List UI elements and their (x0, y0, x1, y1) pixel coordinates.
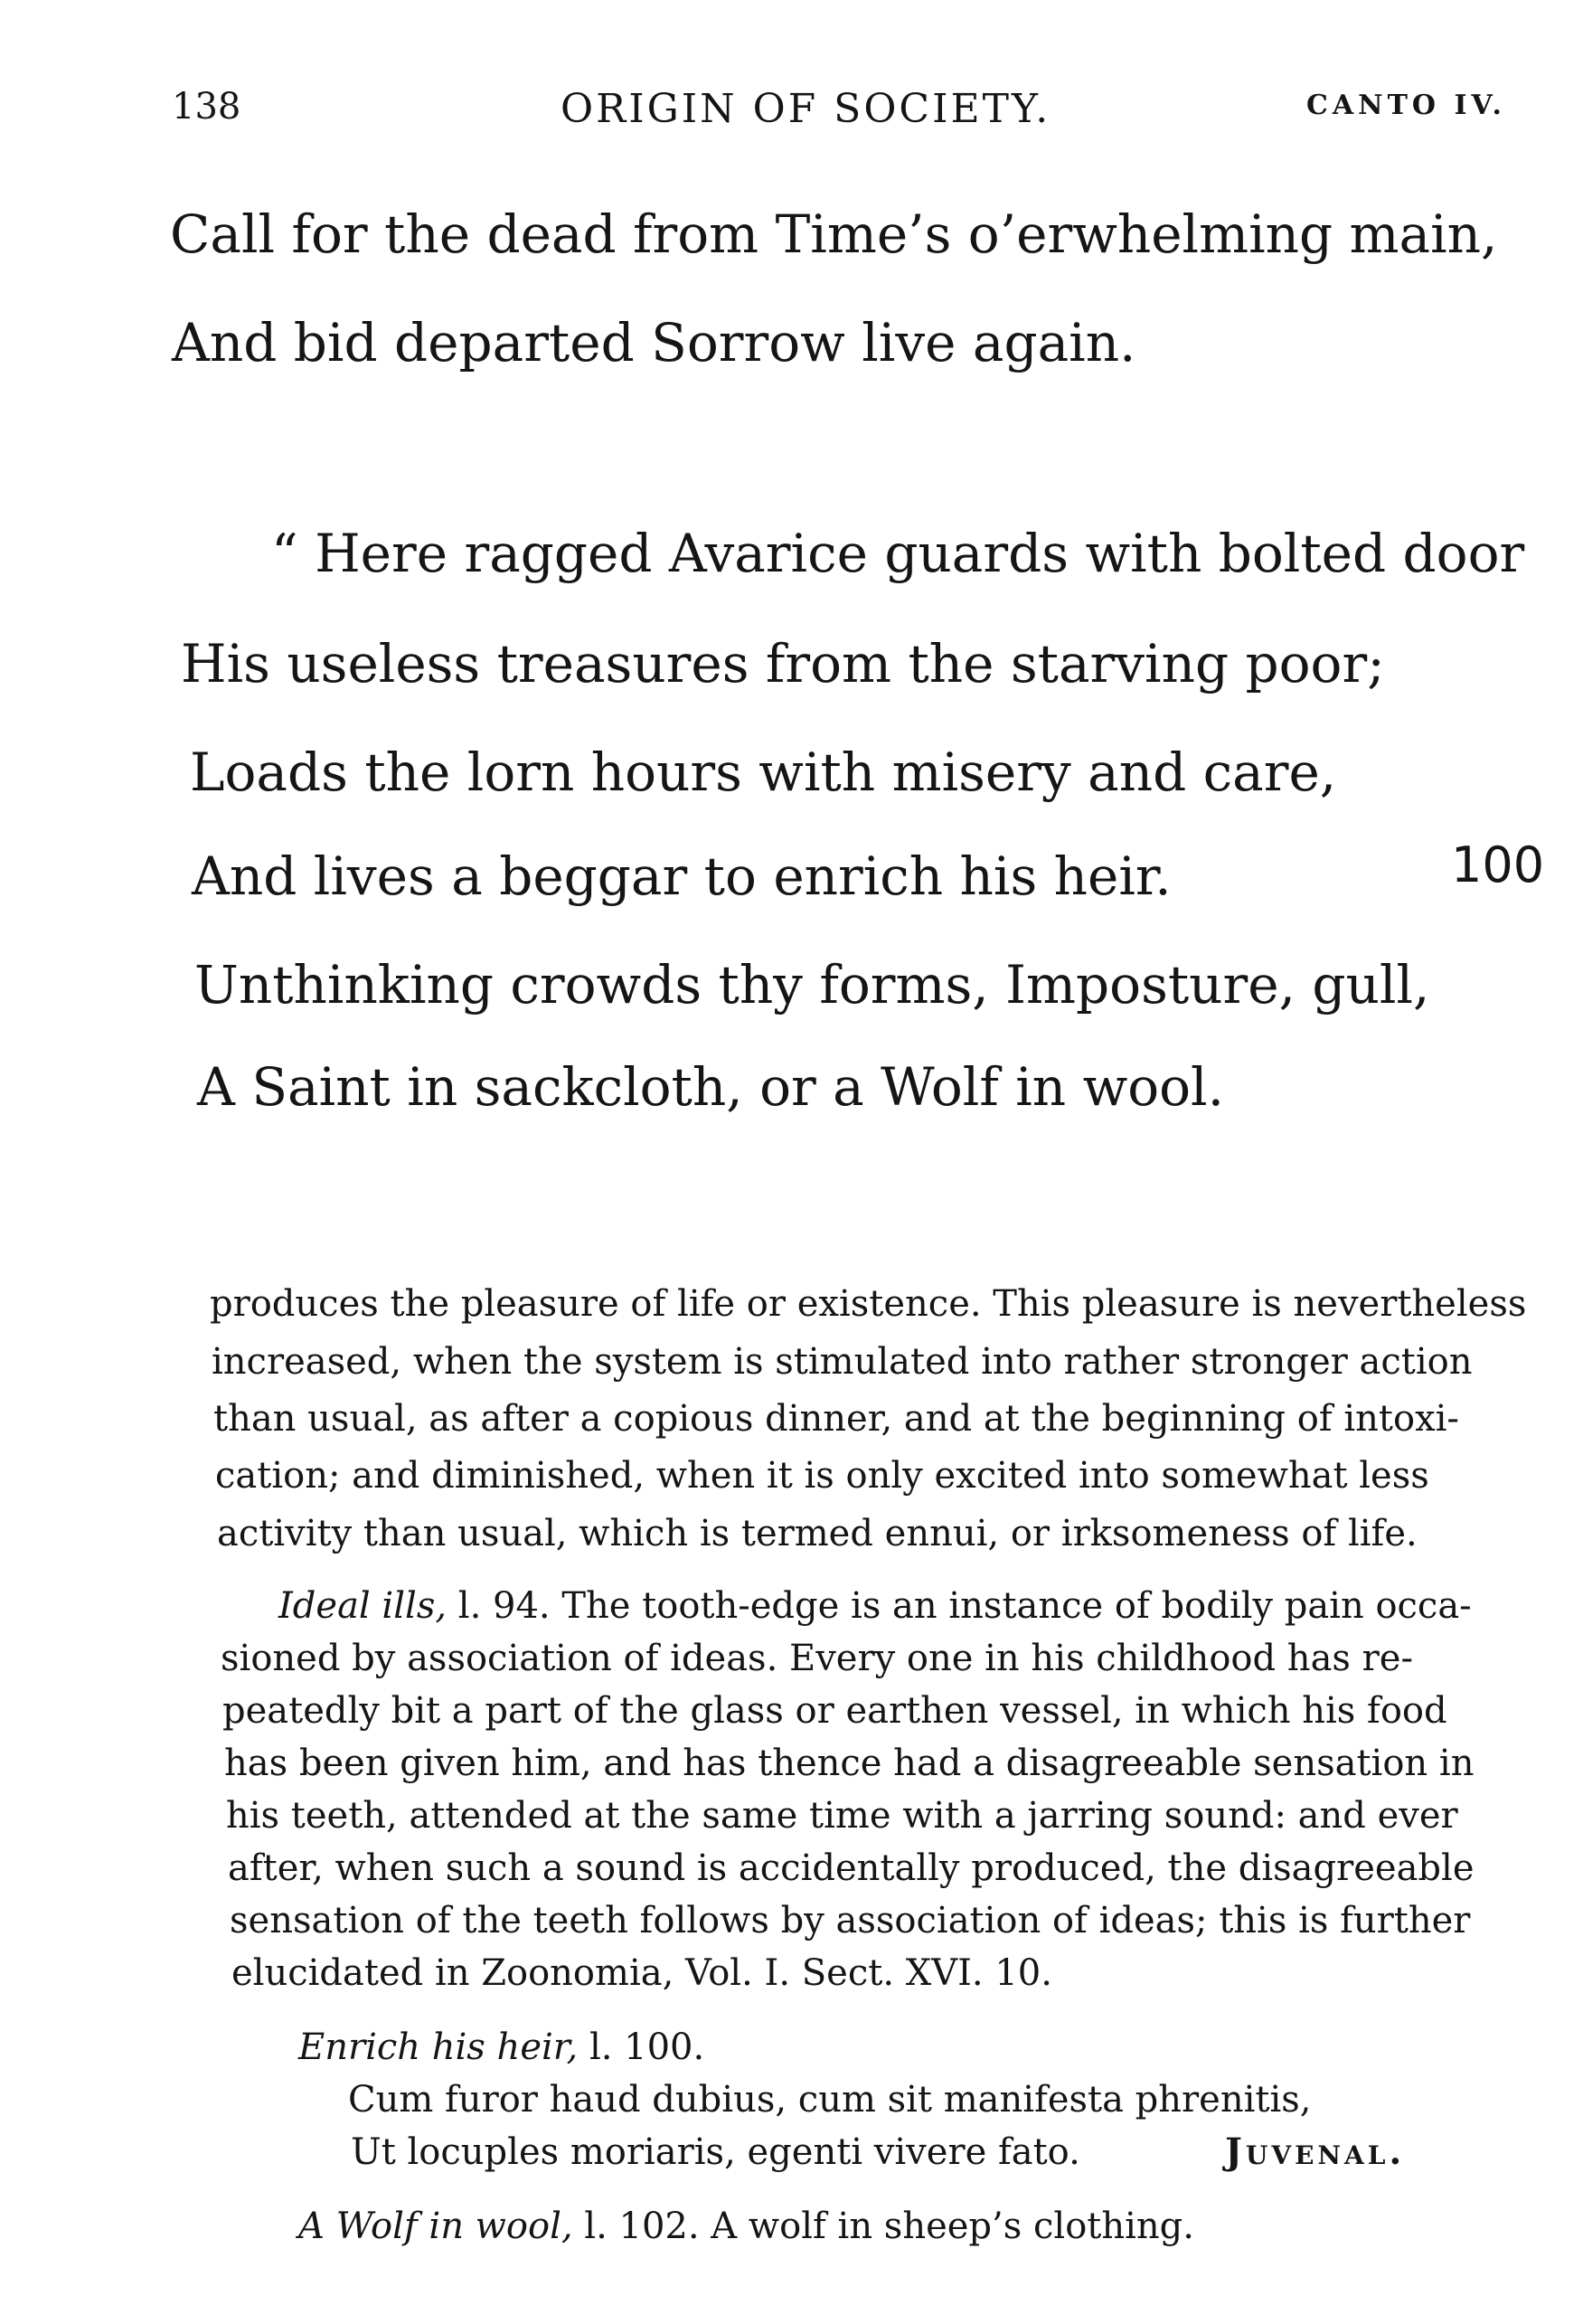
running-head (172, 86, 1528, 149)
note-wolf-line (298, 2205, 1194, 2248)
note-line: sensation of the teeth follows by association of ideas; this is further (230, 1900, 1471, 1941)
note-text: l. 102. A wolf in sheep’s clothing. (584, 2206, 1194, 2247)
note-line: his teeth, attended at the same time with a jarring sound: and ever (226, 1795, 1458, 1837)
note-line: peatedly bit a part of the glass or earthen vessel, in which his food (222, 1690, 1447, 1732)
note-line: increased, when the system is stimulated into rather stronger action (212, 1341, 1473, 1383)
verse-line: His useless treasures from the starving poor; (181, 633, 1385, 694)
note-ref: l. 100. (589, 2026, 705, 2068)
verse-line: And bid departed Sorrow live again. (172, 312, 1136, 373)
page-number: 138 (172, 86, 241, 128)
verse-line: Unthinking crowds thy forms, Imposture, gull, (194, 954, 1430, 1016)
note-ideal-ills-first-line (278, 1584, 1472, 1628)
verse-line: Call for the dead from Time’s o’erwhelming main, (170, 203, 1498, 265)
note-lemma: Ideal ills, (278, 1585, 448, 1627)
latin-quote-line: Cum furor haud dubius, cum sit manifesta phrenitis, (348, 2079, 1312, 2121)
verse-line: A Saint in sackcloth, or a Wolf in wool. (197, 1056, 1225, 1118)
quote-author: Juvenal. (1225, 2130, 1406, 2173)
note-enrich-heading (298, 2026, 704, 2069)
note-line: sioned by association of ideas. Every one in his childhood has re- (221, 1638, 1413, 1679)
canto-label: CANTO IV. (1306, 90, 1506, 121)
verse-line: Loads the lorn hours with misery and care, (190, 742, 1337, 803)
note-line: after, when such a sound is accidentally produced, the disagreeable (228, 1847, 1475, 1889)
note-lemma: A Wolf in wool, (298, 2206, 573, 2247)
verse-line: “ Here ragged Avarice guards with bolted door (271, 523, 1525, 584)
note-line: than usual, as after a copious dinner, and at the beginning of intoxi- (213, 1398, 1459, 1440)
latin-quote-line: Ut locuples moriaris, egenti vivere fato. (351, 2131, 1080, 2173)
verse-line: And lives a beggar to enrich his heir. (192, 846, 1172, 907)
note-line: cation; and diminished, when it is only excited into somewhat less (215, 1455, 1429, 1497)
note-lemma: Enrich his heir, (298, 2026, 579, 2068)
note-text: l. 94. The tooth-edge is an instance of bodily pain occa- (457, 1585, 1472, 1627)
line-number-marker: 100 (1451, 836, 1545, 893)
note-line: produces the pleasure of life or existence. This pleasure is nevertheless (210, 1283, 1527, 1325)
note-line: has been given him, and has thence had a disagreeable sensation in (224, 1743, 1475, 1784)
note-line: elucidated in Zoonomia, Vol. I. Sect. XVI. 10. (231, 1952, 1052, 1994)
note-line: activity than usual, which is termed ennui, or irksomeness of life. (217, 1513, 1418, 1554)
page-title: ORIGIN OF SOCIETY. (561, 86, 1051, 132)
